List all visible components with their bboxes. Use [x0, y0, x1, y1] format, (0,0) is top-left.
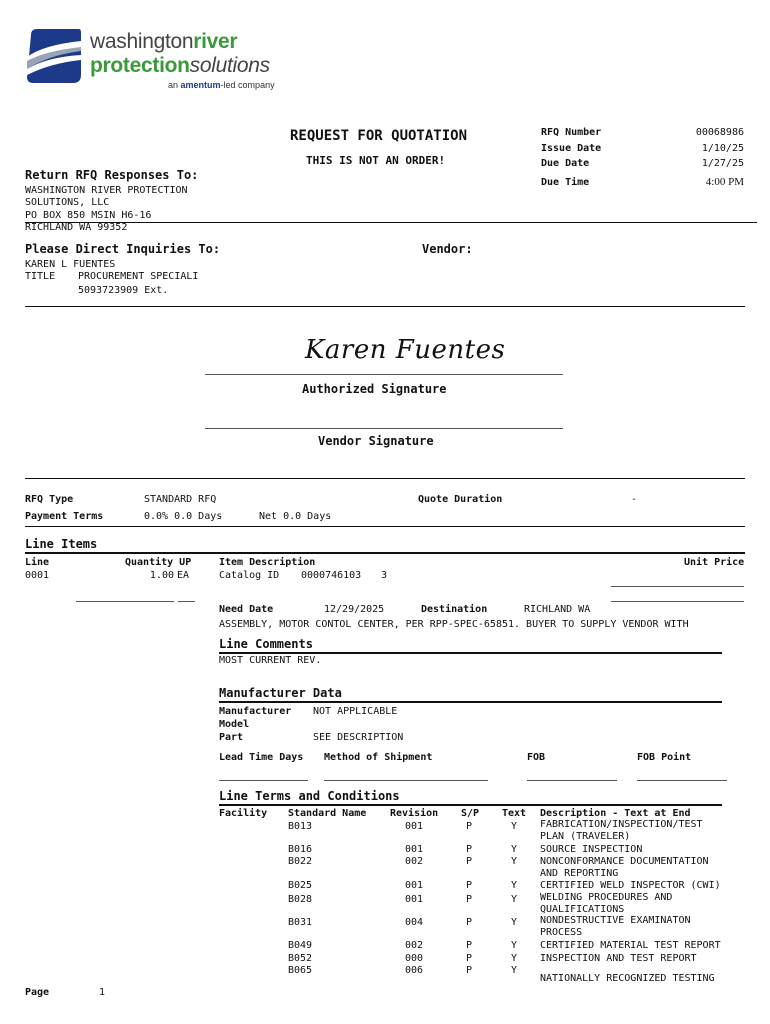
table-row-standard: B013	[288, 821, 313, 832]
table-row-description: NONCONFORMANCE DOCUMENTATION	[540, 856, 709, 867]
issue-date-label: Issue Date	[541, 143, 602, 154]
table-row-revision: 001	[405, 844, 424, 855]
col-sp: S/P	[461, 808, 480, 819]
return-address-line: WASHINGTON RIVER PROTECTION	[25, 185, 188, 196]
table-row-standard: B016	[288, 844, 313, 855]
contact-title-label: TITLE	[25, 271, 56, 282]
quote-duration-label: Quote Duration	[418, 494, 503, 505]
col-description: Description - Text at End	[540, 808, 691, 819]
table-row-description: QUALIFICATIONS	[540, 904, 625, 915]
logo-text-solutions: solutions	[189, 54, 270, 77]
fob-blank[interactable]	[527, 780, 617, 781]
page-number: 1	[99, 987, 106, 998]
table-row-sp: P	[466, 917, 473, 928]
vendor-label: Vendor:	[422, 242, 473, 256]
due-time-label: Due Time	[541, 177, 590, 188]
logo-tagline-an: an	[168, 80, 179, 90]
part-label: Part	[219, 732, 244, 743]
table-row-revision: 001	[405, 880, 424, 891]
col-item-description: Item Description	[219, 557, 316, 568]
manufacturer-rule	[219, 701, 722, 703]
col-revision: Revision	[390, 808, 439, 819]
quantity-value: 1.00	[149, 570, 174, 581]
contact-phone: 5093723909 Ext.	[78, 285, 169, 296]
line-terms-rule	[219, 804, 722, 806]
need-date-value: 12/29/2025	[324, 604, 385, 615]
divider	[25, 526, 745, 527]
payment-terms-value: 0.0% 0.0 Days	[144, 511, 223, 522]
rfq-number-label: RFQ Number	[541, 127, 602, 138]
table-row-description: AND REPORTING	[540, 868, 619, 879]
payment-terms-label: Payment Terms	[25, 511, 104, 522]
lead-time-blank[interactable]	[219, 780, 308, 781]
table-row-description: CERTIFIED MATERIAL TEST REPORT	[540, 940, 721, 951]
col-line: Line	[25, 557, 50, 568]
table-row-revision: 006	[405, 965, 424, 976]
model-label: Model	[219, 719, 250, 730]
table-row-text: Y	[511, 821, 518, 832]
table-row-text: Y	[511, 940, 518, 951]
table-row-revision: 002	[405, 940, 424, 951]
col-quantity: Quantity UP	[125, 557, 192, 568]
table-row-sp: P	[466, 894, 473, 905]
col-text: Text	[502, 808, 527, 819]
col-unit-price: Unit Price	[684, 557, 745, 568]
item-description-text: ASSEMBLY, MOTOR CONTOL CENTER, PER RPP-SPEC-65851. BUYER TO SUPPLY VENDOR WITH	[219, 619, 689, 630]
rfq-number-value: 00068986	[695, 127, 744, 138]
handwritten-signature: Karen Fuentes	[305, 335, 506, 365]
table-row-revision: 001	[405, 821, 424, 832]
due-time-value: 4:00 PM	[705, 176, 744, 188]
rfq-type-value: STANDARD RFQ	[144, 494, 217, 505]
table-row-standard: B052	[288, 953, 313, 964]
logo-mark-icon	[25, 27, 83, 85]
table-row-description: NATIONALLY RECOGNIZED TESTING	[540, 973, 715, 984]
return-address-line: PO BOX 850 MSIN H6-16	[25, 210, 152, 221]
table-row-description: PLAN (TRAVELER)	[540, 831, 631, 842]
return-address-line: SOLUTIONS, LLC	[25, 197, 110, 208]
authorized-signature-line	[205, 374, 563, 375]
table-row-revision: 002	[405, 856, 424, 867]
net-terms-value: Net 0.0 Days	[259, 511, 332, 522]
table-row-revision: 000	[405, 953, 424, 964]
document-subtitle: THIS IS NOT AN ORDER!	[306, 154, 446, 167]
table-row-sp: P	[466, 856, 473, 867]
page-label: Page	[25, 987, 50, 998]
part-value: SEE DESCRIPTION	[313, 732, 404, 743]
table-row-description: INSPECTION AND TEST REPORT	[540, 953, 697, 964]
fob-point-label: FOB Point	[637, 752, 692, 763]
line-number: 0001	[25, 570, 50, 581]
table-row-description: CERTIFIED WELD INSPECTOR (CWI)	[540, 880, 721, 891]
table-row-standard: B028	[288, 894, 313, 905]
table-row-description: NONDESTRUCTIVE EXAMINATON	[540, 915, 691, 926]
table-row-text: Y	[511, 953, 518, 964]
document-title: REQUEST FOR QUOTATION	[290, 128, 468, 144]
col-facility: Facility	[219, 808, 268, 819]
table-row-description: FABRICATION/INSPECTION/TEST	[540, 819, 703, 830]
divider	[25, 306, 745, 307]
table-row-sp: P	[466, 880, 473, 891]
table-row-revision: 004	[405, 917, 424, 928]
logo-text-washington: washington	[90, 30, 194, 53]
catalog-id-value: 0000746103	[301, 570, 362, 581]
table-row-sp: P	[466, 844, 473, 855]
issue-date-value: 1/10/25	[701, 143, 744, 154]
vendor-signature-line[interactable]	[205, 428, 563, 429]
table-row-standard: B049	[288, 940, 313, 951]
table-row-sp: P	[466, 821, 473, 832]
rfq-type-label: RFQ Type	[25, 494, 74, 505]
unit-price-blank[interactable]	[611, 586, 744, 587]
line-comments-rule	[219, 652, 722, 654]
unit-of-measure: EA	[177, 570, 190, 581]
contact-title-value: PROCUREMENT SPECIALI	[78, 271, 199, 282]
table-row-standard: B025	[288, 880, 313, 891]
table-row-text: Y	[511, 844, 518, 855]
line-comments-heading: Line Comments	[219, 637, 313, 651]
vendor-signature-label: Vendor Signature	[318, 434, 434, 448]
quantity-blank[interactable]	[76, 601, 174, 602]
logo-tagline-amentum: amentum	[180, 80, 221, 90]
line-comments-text: MOST CURRENT REV.	[219, 655, 322, 666]
fob-label: FOB	[527, 752, 546, 763]
return-to-heading: Return RFQ Responses To:	[25, 168, 199, 182]
contact-name: KAREN L FUENTES	[25, 259, 116, 270]
manufacturer-label: Manufacturer	[219, 706, 292, 717]
need-date-label: Need Date	[219, 604, 274, 615]
fob-point-blank[interactable]	[637, 780, 727, 781]
catalog-id-label: Catalog ID	[219, 570, 280, 581]
divider	[25, 222, 757, 223]
divider	[25, 478, 745, 479]
line-terms-heading: Line Terms and Conditions	[219, 789, 400, 803]
table-row-text: Y	[511, 880, 518, 891]
line-items-rule	[25, 552, 745, 554]
table-row-text: Y	[511, 917, 518, 928]
line-items-heading: Line Items	[25, 537, 98, 551]
shipment-method-blank[interactable]	[324, 780, 488, 781]
unit-blank[interactable]	[178, 601, 195, 602]
destination-label: Destination	[421, 604, 488, 615]
table-row-text: Y	[511, 965, 518, 976]
catalog-revision: 3	[381, 570, 388, 581]
table-row-standard: B022	[288, 856, 313, 867]
return-address-line: RICHLAND WA 99352	[25, 222, 128, 233]
col-standard-name: Standard Name	[288, 808, 367, 819]
table-row-sp: P	[466, 940, 473, 951]
lead-time-label: Lead Time Days	[219, 752, 304, 763]
extended-price-blank[interactable]	[611, 601, 744, 602]
table-row-sp: P	[466, 965, 473, 976]
table-row-standard: B065	[288, 965, 313, 976]
quote-duration-value: -	[631, 494, 638, 505]
logo-tagline-rest: -led company	[220, 80, 275, 90]
inquiries-heading: Please Direct Inquiries To:	[25, 242, 221, 256]
table-row-description: PROCESS	[540, 927, 583, 938]
shipment-method-label: Method of Shipment	[324, 752, 433, 763]
table-row-text: Y	[511, 856, 518, 867]
table-row-revision: 001	[405, 894, 424, 905]
table-row-standard: B031	[288, 917, 313, 928]
manufacturer-heading: Manufacturer Data	[219, 686, 342, 700]
authorized-signature-label: Authorized Signature	[302, 382, 447, 396]
table-row-description: WELDING PROCEDURES AND	[540, 892, 673, 903]
table-row-text: Y	[511, 894, 518, 905]
due-date-value: 1/27/25	[701, 158, 744, 169]
logo-text-protection: protection	[90, 54, 190, 77]
table-row-description: SOURCE INSPECTION	[540, 844, 643, 855]
table-row-sp: P	[466, 953, 473, 964]
logo-text-river: river	[193, 30, 238, 53]
manufacturer-value: NOT APPLICABLE	[313, 706, 398, 717]
due-date-label: Due Date	[541, 158, 590, 169]
destination-value: RICHLAND WA	[524, 604, 591, 615]
